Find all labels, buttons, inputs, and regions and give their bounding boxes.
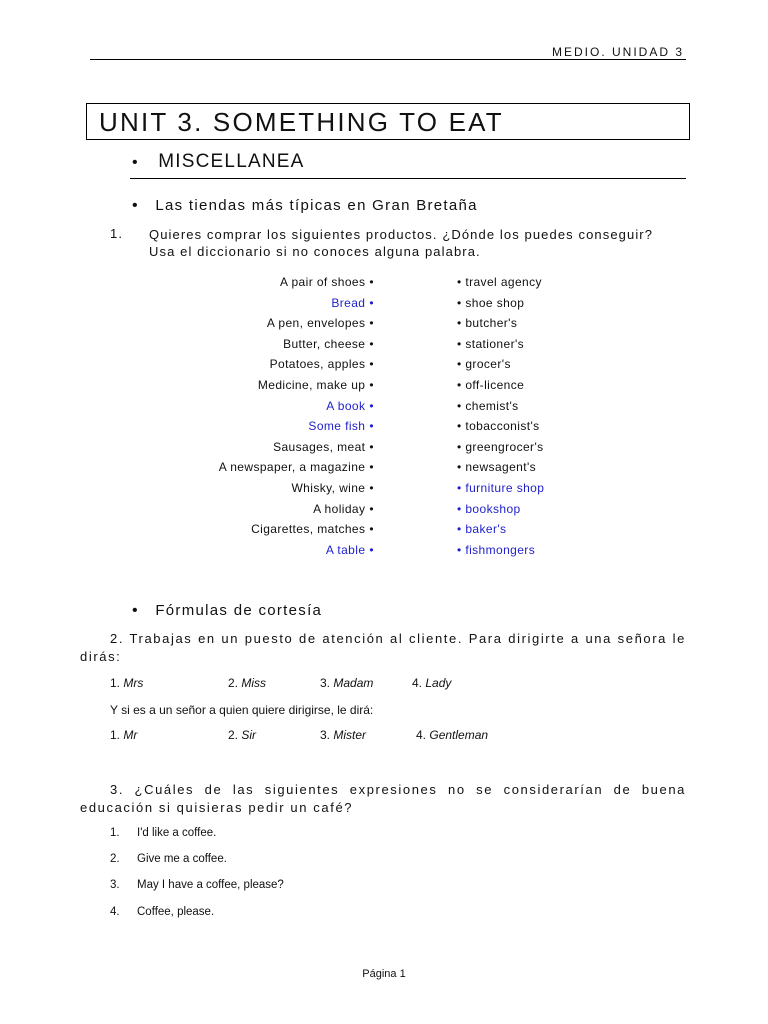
product-item: Bread • bbox=[331, 295, 374, 310]
product-item: Some fish • bbox=[308, 419, 374, 434]
shop-item: • stationer's bbox=[457, 336, 525, 351]
product-item: A newspaper, a magazine • bbox=[218, 460, 374, 475]
lady-option: 1. Mrs bbox=[110, 676, 144, 690]
section-courtesy bbox=[132, 602, 322, 620]
shop-item: • off-licence bbox=[457, 377, 525, 392]
page-number: Página 1 bbox=[362, 968, 406, 980]
coffee-item: 2. Give me a coffee. bbox=[110, 853, 227, 865]
section-rule bbox=[130, 178, 686, 179]
shop-item: • furniture shop bbox=[457, 480, 545, 495]
section-shops-label: Las tiendas más típicas en Gran Bretaña bbox=[155, 197, 478, 214]
coffee-item: 3. May I have a coffee, please? bbox=[110, 879, 284, 891]
shops-column bbox=[457, 272, 657, 560]
product-item: A pair of shoes • bbox=[280, 275, 374, 289]
lady-option: 2. Miss bbox=[228, 676, 267, 690]
product-item: Medicine, make up • bbox=[257, 377, 374, 392]
coffee-item: 1. I'd like a coffee. bbox=[110, 827, 217, 839]
shop-item: • baker's bbox=[457, 522, 507, 537]
sir-option: 3. Mister bbox=[320, 728, 367, 742]
question3-text: 3. ¿Cuáles de las siguientes expresiones no se considerarían de buena educación si quisieras pedir un café? bbox=[80, 782, 686, 815]
shop-item: • newsagent's bbox=[457, 460, 537, 475]
product-item: A pen, envelopes • bbox=[266, 316, 374, 331]
product-item: Whisky, wine • bbox=[291, 480, 374, 495]
shop-item: • greengrocer's bbox=[457, 439, 544, 454]
question1-line2: Usa el diccionario si no conoces alguna palabra. bbox=[149, 244, 481, 259]
sir-option: 4. Gentleman bbox=[416, 728, 489, 742]
product-item: Potatoes, apples • bbox=[269, 357, 374, 372]
header-rule bbox=[90, 59, 686, 60]
product-item: A table • bbox=[325, 542, 374, 557]
section-miscellanea bbox=[132, 151, 305, 173]
question2-text: 2. Trabajas en un puesto de atención al cliente. Para dirigirte a una señora le dirás: bbox=[80, 631, 686, 664]
header-unit-label: MEDIO. UNIDAD 3 bbox=[551, 45, 684, 59]
question1-text bbox=[149, 226, 694, 260]
coffee-item: 4. Coffee, please. bbox=[110, 906, 215, 918]
shop-item: • shoe shop bbox=[457, 295, 525, 310]
section-courtesy-label: Fórmulas de cortesía bbox=[155, 602, 323, 619]
section-miscellanea-label: MISCELLANEA bbox=[158, 151, 305, 172]
lady-option: 3. Madam bbox=[320, 676, 374, 690]
product-item: Sausages, meat • bbox=[273, 439, 374, 454]
product-item: A book • bbox=[326, 398, 374, 413]
product-item: A holiday • bbox=[313, 501, 374, 516]
sir-option: 2. Sir bbox=[228, 728, 257, 742]
sir-options bbox=[110, 728, 610, 744]
bullet-icon: • bbox=[132, 602, 139, 619]
sir-prompt: Y si es a un señor a quien quiere dirigirse, le dirá: bbox=[110, 703, 374, 717]
shop-item: • butcher's bbox=[457, 316, 518, 331]
page-title: UNIT 3. SOMETHING TO EAT bbox=[99, 107, 504, 137]
products-column bbox=[158, 272, 378, 560]
title-box bbox=[86, 103, 690, 140]
product-item: Cigarettes, matches • bbox=[251, 522, 374, 537]
shop-item: • fishmongers bbox=[457, 542, 536, 557]
shop-item: • tobacconist's bbox=[457, 419, 540, 434]
question1-number: 1. bbox=[110, 226, 124, 241]
lady-option: 4. Lady bbox=[412, 676, 452, 690]
bullet-icon: • bbox=[132, 154, 139, 171]
section-shops bbox=[132, 197, 478, 215]
sir-option: 1. Mr bbox=[110, 728, 138, 742]
shop-item: • chemist's bbox=[457, 398, 519, 413]
question1-line1: Quieres comprar los siguientes productos. ¿Dónde los puedes conseguir? bbox=[149, 227, 654, 242]
bullet-icon: • bbox=[132, 197, 139, 214]
shop-item: • bookshop bbox=[457, 501, 521, 516]
shop-item: • grocer's bbox=[457, 357, 511, 372]
product-item: Butter, cheese • bbox=[283, 336, 374, 351]
lady-options bbox=[110, 676, 610, 692]
shop-item: • travel agency bbox=[457, 275, 542, 289]
